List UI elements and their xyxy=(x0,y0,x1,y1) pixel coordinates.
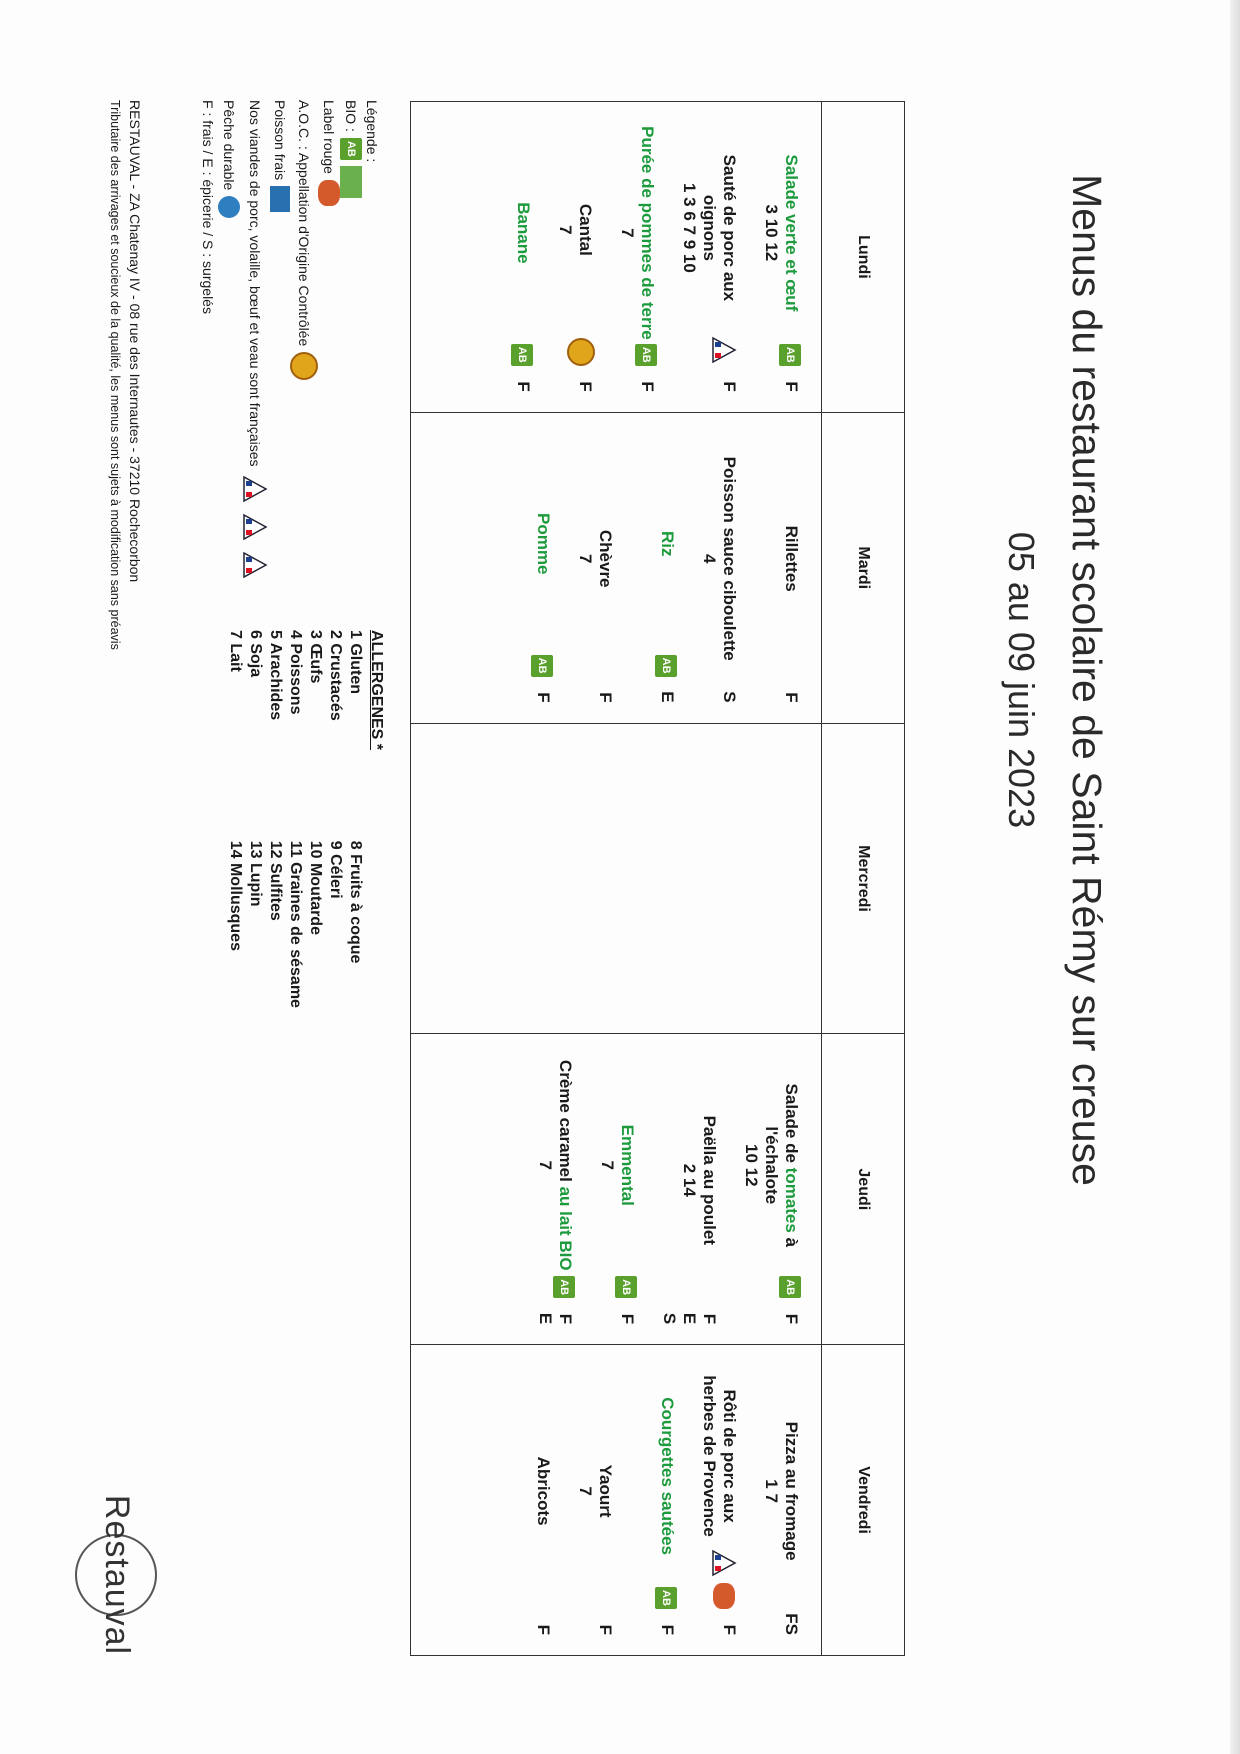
dish-main xyxy=(679,1058,719,1302)
dish-name-part: tomates xyxy=(782,1167,801,1233)
dish-name: Poisson sauce ciboulette xyxy=(720,456,739,661)
dish-name xyxy=(761,1058,801,1272)
allergen-item: 6 Soja xyxy=(247,630,264,678)
allergens-column-2 xyxy=(225,841,365,1008)
legend-aoc-text: A.O.C. : Appellation d'Origine Contrôlée xyxy=(296,100,312,347)
viande-francaise-icon xyxy=(240,473,270,505)
day-header-vendredi: Vendredi xyxy=(822,1345,905,1656)
ab-bio-icon: AB xyxy=(531,655,553,677)
dish-item xyxy=(679,126,739,392)
day-cell-mardi xyxy=(411,412,822,723)
dish-supply-code: FS xyxy=(782,1613,801,1635)
allergens-heading: ALLERGENES * xyxy=(368,630,385,751)
dish-name: Pizza au fromage xyxy=(782,1421,801,1561)
footer xyxy=(105,100,145,1300)
dish-supply-code: S xyxy=(720,691,739,703)
allergen-item: 14 Mollusques xyxy=(227,840,244,951)
dish-supply-code: F xyxy=(618,1313,637,1325)
ab-bio-icon: AB xyxy=(779,344,801,366)
dish-supply-code: F xyxy=(720,381,739,392)
allergen-item: 10 Moutarde xyxy=(307,840,324,935)
dish-supply-code: F E S xyxy=(660,1312,719,1325)
dish-item xyxy=(761,126,801,392)
dish-name: Emmental xyxy=(618,1124,637,1206)
dish-label-icons xyxy=(779,1276,801,1298)
dish-item xyxy=(637,437,677,703)
dish-name: Riz xyxy=(658,530,677,557)
allergen-item: 12 Sulfites xyxy=(267,840,284,921)
day-cell-lundi xyxy=(411,102,822,413)
dish-allergens: 3 10 12 xyxy=(762,204,781,262)
dish-name: Chèvre xyxy=(596,529,615,588)
dish-label-icons xyxy=(709,334,739,366)
day-header-mardi: Mardi xyxy=(822,412,905,723)
dish-main xyxy=(679,126,739,330)
allergen-item: 9 Céleri xyxy=(327,840,344,899)
ab-bio-icon: AB xyxy=(655,1587,677,1609)
dish-item xyxy=(617,126,657,392)
dish-main xyxy=(761,126,801,340)
legend-aoc xyxy=(290,100,318,800)
label-rouge-icon xyxy=(713,1583,735,1609)
legend-viandes xyxy=(240,100,270,800)
dish-label-icons xyxy=(655,1587,677,1609)
dish-name: Sauté de porc aux oignons xyxy=(700,154,739,302)
dish-main xyxy=(699,1369,739,1543)
dish-item xyxy=(699,437,739,703)
dish-name: Salade verte et œuf xyxy=(782,154,801,312)
boeuf-francais-icon xyxy=(240,549,270,581)
day-header-lundi: Lundi xyxy=(822,102,905,413)
legend-peche xyxy=(218,100,240,800)
aoc-icon xyxy=(290,352,318,380)
dish-main xyxy=(533,1369,553,1613)
peche-durable-icon xyxy=(218,196,240,218)
dish-allergens: 7 xyxy=(576,1486,595,1496)
dish-main xyxy=(781,437,801,681)
dish-main xyxy=(761,1369,801,1613)
footer-disclaimer: Tributaire des arrivages et soucieux de la qualité, les menus sont sujets à modification sans préavis xyxy=(108,100,122,650)
dish-supply-code: F xyxy=(534,1624,553,1635)
ab-bio-icon: AB xyxy=(615,1276,637,1298)
dish-name xyxy=(555,1058,575,1272)
dish-supply-code: F xyxy=(638,381,657,392)
dish-item xyxy=(741,1058,801,1324)
footer-address: RESTAUVAL - ZA Chatenay IV - 08 rue des Internautes - 37210 Rochecorbon xyxy=(127,100,143,583)
dish-label-icons xyxy=(655,655,677,677)
dish-name-part: Crème caramel xyxy=(556,1059,575,1187)
dish-item xyxy=(513,437,553,703)
allergen-item: 11 Graines de sésame xyxy=(287,840,304,1008)
dish-main xyxy=(597,1058,637,1272)
dish-item xyxy=(535,1058,575,1324)
legend-peche-text: Pêche durable xyxy=(221,100,237,191)
weekly-menu-table xyxy=(410,101,905,1656)
dish-supply-code: F xyxy=(534,692,553,703)
dish-item xyxy=(637,1369,677,1635)
poisson-frais-icon xyxy=(270,186,290,212)
dish-name-part: au lait BIO xyxy=(556,1186,575,1271)
dish-label-icons xyxy=(709,1547,739,1609)
dish-label-icons xyxy=(779,344,801,366)
dish-item xyxy=(659,1058,719,1324)
dish-supply-code: F xyxy=(720,1624,739,1635)
dish-main xyxy=(533,437,553,651)
dish-supply-code: F xyxy=(782,692,801,703)
page-title: Menus du restaurant scolaire de Saint Rémy sur creuse xyxy=(1064,174,1110,1186)
legend xyxy=(198,100,382,800)
dish-allergens: 7 xyxy=(618,228,637,238)
dish-label-icons xyxy=(615,1276,637,1298)
dish-supply-code: F xyxy=(514,381,533,392)
dish-name: Abricots xyxy=(534,1456,553,1526)
ab-bio-icon: AB xyxy=(340,138,362,160)
dish-allergens: 7 xyxy=(536,1160,555,1171)
dish-main xyxy=(657,437,677,651)
dish-name-part: Salade de xyxy=(782,1083,801,1168)
dish-allergens: 1 3 6 7 9 10 xyxy=(680,182,699,273)
dish-label-icons xyxy=(567,338,595,366)
allergen-item: 3 Œufs xyxy=(307,630,324,684)
dish-supply-code: F E xyxy=(536,1312,575,1325)
viande-francaise-icon xyxy=(709,1547,739,1579)
dish-item xyxy=(513,1369,553,1635)
dish-name: Courgettes sautées xyxy=(658,1397,677,1555)
dish-supply-code: F xyxy=(658,1624,677,1635)
day-header-mercredi: Mercredi xyxy=(822,723,905,1034)
dish-main xyxy=(657,1369,677,1583)
ab-bio-icon: AB xyxy=(655,655,677,677)
dish-allergens: 4 xyxy=(700,553,719,564)
dish-allergens: 1 7 xyxy=(762,1479,781,1503)
svg-text:Restauval: Restauval xyxy=(98,1495,136,1655)
legend-label-rouge xyxy=(318,100,340,800)
dish-main xyxy=(535,1058,575,1272)
dish-label-icons xyxy=(511,344,533,366)
dish-label-icons xyxy=(531,655,553,677)
scan-edge xyxy=(1230,0,1240,1754)
dish-allergens: 10 12 xyxy=(742,1144,761,1187)
allergen-item: 2 Crustacés xyxy=(327,630,344,721)
dish-supply-code: E xyxy=(658,691,677,703)
dish-allergens: 7 xyxy=(598,1160,617,1171)
day-header-jeudi: Jeudi xyxy=(822,1034,905,1345)
dish-name: Purée de pommes de terre xyxy=(638,126,657,340)
dish-item xyxy=(555,126,595,392)
ab-bio-icon: AB xyxy=(635,344,657,366)
dish-main xyxy=(513,126,533,340)
allergen-item: 8 Fruits à coque xyxy=(347,840,364,964)
dish-allergens: 7 xyxy=(576,553,595,564)
dish-main xyxy=(555,126,595,334)
dish-main xyxy=(575,1369,615,1613)
legend-viandes-text: Nos viandes de porc, volaille, bœuf et veau sont françaises xyxy=(247,100,263,467)
legend-label-rouge-text: Label rouge xyxy=(321,100,337,174)
dish-item xyxy=(575,437,615,703)
label-rouge-icon xyxy=(318,180,340,206)
dish-main xyxy=(741,1058,801,1272)
dish-name: Banane xyxy=(514,202,533,264)
dish-name: Rôti de porc aux herbes de Provence xyxy=(700,1375,739,1537)
dish-item xyxy=(699,1369,739,1635)
dish-supply-code: F xyxy=(782,1313,801,1325)
legend-codes: F : frais / E : épicerie / S : surgelés xyxy=(200,100,216,314)
dish-supply-code: F xyxy=(782,381,801,392)
dish-item xyxy=(575,1369,615,1635)
restauval-logo xyxy=(40,1495,200,1655)
dish-item xyxy=(761,437,801,703)
dish-main xyxy=(699,437,739,681)
aoc-icon xyxy=(567,338,595,366)
allergen-item: 13 Lupin xyxy=(247,840,264,907)
eu-organic-icon xyxy=(340,166,362,198)
dish-supply-code: F xyxy=(576,381,595,392)
viande-francaise-icon xyxy=(709,334,739,366)
allergen-item: 5 Arachides xyxy=(267,630,284,721)
legend-bio-label: BIO : xyxy=(343,100,359,132)
ab-bio-icon: AB xyxy=(779,1276,801,1298)
dish-name: Cantal xyxy=(576,203,595,256)
dish-name: Rillettes xyxy=(782,525,801,592)
dish-main xyxy=(575,437,615,681)
dish-label-icons xyxy=(553,1276,575,1298)
day-cell-vendredi xyxy=(411,1345,822,1656)
legend-poisson-frais xyxy=(270,100,290,800)
dish-allergens: 2 14 xyxy=(680,1163,699,1197)
menu-page xyxy=(0,40,1120,1700)
dish-name: Yaourt xyxy=(596,1464,615,1518)
dish-name: Pomme xyxy=(534,512,553,575)
ab-bio-icon: AB xyxy=(553,1276,575,1298)
legend-poisson-frais-text: Poisson frais xyxy=(272,100,288,181)
dish-main xyxy=(617,126,657,340)
page-subtitle: 05 au 09 juin 2023 xyxy=(1001,531,1042,829)
dish-allergens: 7 xyxy=(556,225,575,235)
dish-item xyxy=(597,1058,637,1324)
day-cell-jeudi xyxy=(411,1034,822,1345)
allergen-item: 7 Lait xyxy=(227,630,244,672)
volaille-francaise-icon xyxy=(240,511,270,543)
dish-item xyxy=(493,126,533,392)
dish-label-icons xyxy=(635,344,657,366)
legend-bio xyxy=(340,100,362,800)
dish-item xyxy=(761,1369,801,1635)
day-cell-mercredi xyxy=(411,723,822,1034)
ab-bio-icon: AB xyxy=(511,344,533,366)
allergen-item: 4 Poissons xyxy=(287,630,304,715)
dish-name-part: à l'échalote xyxy=(762,1126,801,1248)
dish-name: Paëlla au poulet xyxy=(700,1115,719,1245)
legend-heading: Légende : xyxy=(364,100,380,163)
allergen-item: 1 Gluten xyxy=(347,630,364,695)
dish-supply-code: F xyxy=(596,1624,615,1635)
dish-supply-code: F xyxy=(596,692,615,703)
